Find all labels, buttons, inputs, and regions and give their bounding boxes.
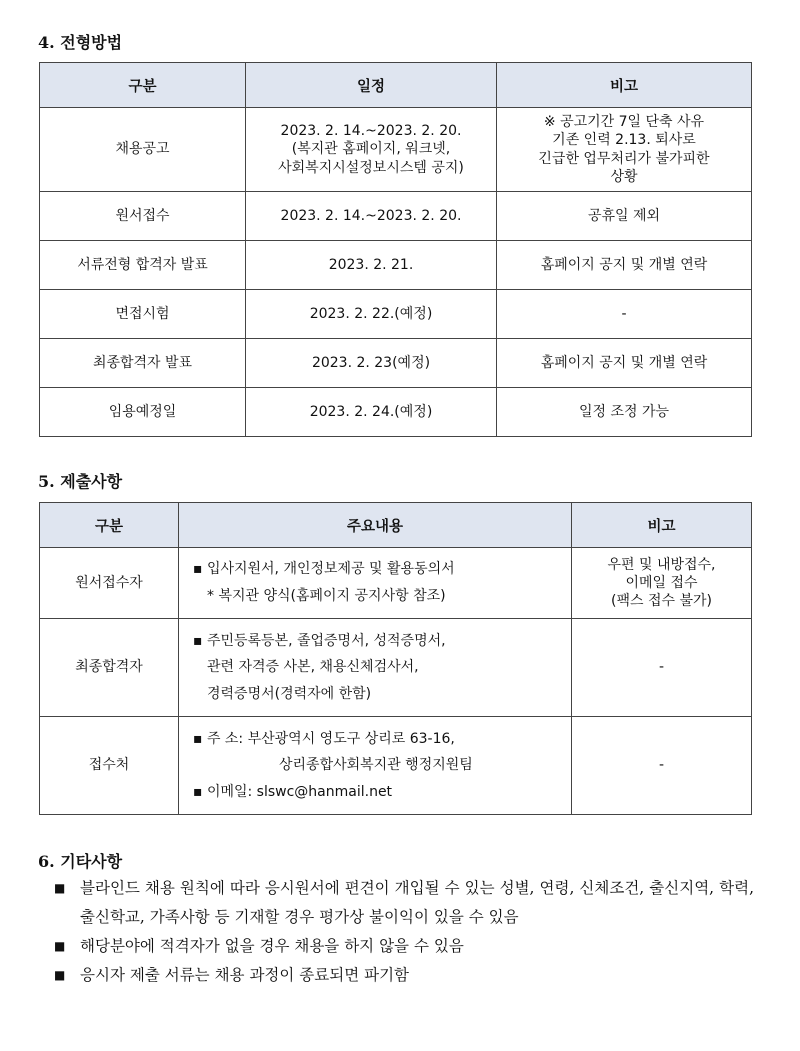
schedule-table (39, 62, 752, 437)
note-line: ※ 공고기간 7일 단축 사유 (543, 114, 705, 131)
list-item (54, 961, 754, 990)
submission-header-row (40, 503, 752, 548)
note-line: 기존 인력 2.13. 퇴사로 (552, 132, 696, 149)
content-line: * 복지관 양식(홈페이지 공지사항 참조) (207, 588, 446, 604)
section-6-title: 6. 기타사항 (38, 852, 123, 871)
table-row (40, 548, 752, 619)
table-row (40, 619, 752, 717)
note-line: 긴급한 업무처리가 불가피한 (538, 150, 710, 167)
row-content (179, 619, 572, 717)
row-date: 2023. 2. 22.(예정) (246, 290, 497, 339)
row-label: 채용공고 (40, 108, 246, 192)
row-label: 원서접수 (40, 192, 246, 241)
schedule-header-row (40, 63, 752, 108)
table-row (40, 339, 752, 388)
note-line: (팩스 접수 불가) (611, 593, 712, 610)
row-note: 공휴일 제외 (497, 192, 752, 241)
row-note: - (497, 290, 752, 339)
content-line: ▪ 주민등록등본, 졸업증명서, 성적증명서, (193, 632, 446, 649)
content-line: 관련 자격증 사본, 채용신체검사서, (207, 659, 419, 676)
row-note (497, 108, 752, 192)
header-category: 구분 (40, 63, 246, 108)
list-item-text: 해당분야에 적격자가 없을 경우 채용을 하지 않을 수 있음 (80, 937, 464, 955)
list-item (54, 932, 754, 961)
content-line: ▪ 이메일: slswc@hanmail.net (193, 783, 393, 800)
row-content (179, 717, 572, 815)
submission-table (39, 502, 752, 815)
content-line: 경력증명서(경력자에 한함) (207, 685, 372, 702)
row-note (572, 548, 752, 619)
section-4-title: 4. 전형방법 (38, 33, 123, 52)
square-bullet-icon: ■ (54, 968, 66, 982)
date-line: 2023. 2. 14.~2023. 2. 20. (280, 123, 462, 140)
row-date: 2023. 2. 14.~2023. 2. 20. (246, 192, 497, 241)
table-row (40, 108, 752, 192)
row-date: 2023. 2. 24.(예정) (246, 388, 497, 437)
list-item-text: 블라인드 채용 원칙에 따라 응시원서에 편견이 개입될 수 있는 성별, 연령, 신체조건, 출신지역, 학력, 출신학교, 가족사항 등 기재할 경우 평가상 불이익이 있을 수 있음 (80, 879, 754, 926)
content-line: ▪ 입사지원서, 개인정보제공 및 활용동의서 (193, 561, 455, 578)
table-row (40, 717, 752, 815)
note-line: 우편 및 내방접수, (607, 556, 716, 573)
header-note: 비고 (497, 63, 752, 108)
list-item (54, 874, 754, 932)
date-line: 사회복지시설정보시스템 공지) (278, 159, 464, 176)
date-line: (복지관 홈페이지, 워크넷, (291, 141, 451, 158)
row-note: - (572, 717, 752, 815)
content-line: 상리종합사회복지관 행정지원팀 (279, 757, 473, 774)
row-date (246, 108, 497, 192)
row-label: 서류전형 합격자 발표 (40, 241, 246, 290)
square-bullet-icon: ■ (54, 939, 66, 953)
header-content: 주요내용 (179, 503, 572, 548)
row-content (179, 548, 572, 619)
header-note: 비고 (572, 503, 752, 548)
table-row (40, 388, 752, 437)
row-note: 홈페이지 공지 및 개별 연락 (497, 241, 752, 290)
row-label: 접수처 (40, 717, 179, 815)
content-line: ▪ 주 소: 부산광역시 영도구 상리로 63-16, (193, 730, 455, 747)
row-label: 면접시험 (40, 290, 246, 339)
note-line: 상황 (610, 168, 638, 185)
square-bullet-icon: ■ (54, 881, 66, 895)
note-line: 이메일 접수 (625, 574, 698, 591)
row-label: 원서접수자 (40, 548, 179, 619)
row-date: 2023. 2. 23(예정) (246, 339, 497, 388)
table-row (40, 290, 752, 339)
row-note: - (572, 619, 752, 717)
row-note: 홈페이지 공지 및 개별 연락 (497, 339, 752, 388)
header-category: 구분 (40, 503, 179, 548)
list-item-text: 응시자 제출 서류는 채용 과정이 종료되면 파기함 (80, 966, 410, 984)
row-label: 최종합격자 (40, 619, 179, 717)
table-row (40, 192, 752, 241)
row-date: 2023. 2. 21. (246, 241, 497, 290)
header-schedule: 일정 (246, 63, 497, 108)
table-row (40, 241, 752, 290)
row-label: 임용예정일 (40, 388, 246, 437)
row-note: 일정 조정 가능 (497, 388, 752, 437)
misc-list (54, 874, 754, 990)
row-label: 최종합격자 발표 (40, 339, 246, 388)
section-5-title: 5. 제출사항 (38, 472, 123, 491)
